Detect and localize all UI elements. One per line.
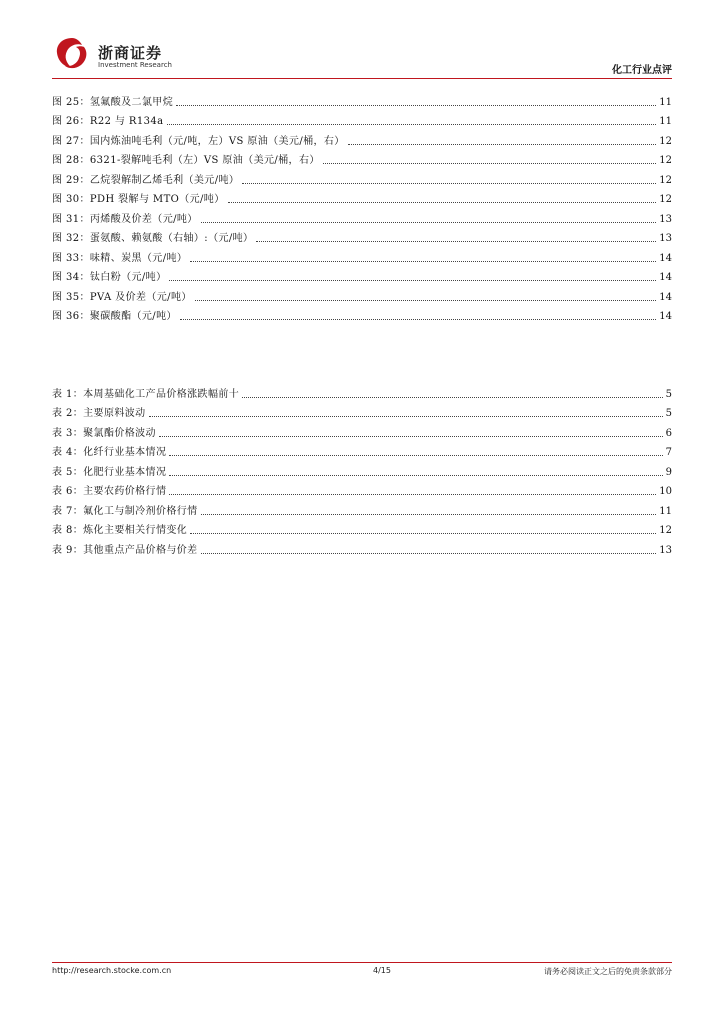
figure-entry[interactable] [52,226,672,246]
entry-page: 12 [659,135,672,147]
entry-page: 5 [665,388,672,400]
figure-entry[interactable] [52,128,672,148]
dot-leader [201,514,657,515]
entry-label: 图 32：蛋氨酸、赖氨酸（右轴）:（元/吨） [52,233,254,244]
entry-label: 表 2：主要原料波动 [52,408,146,419]
table-entry[interactable] [52,381,672,401]
entry-label: 图 31：丙烯酸及价差（元/吨） [52,213,198,225]
dot-leader [348,144,657,145]
entry-label: 图 27：国内炼油吨毛利（元/吨，左）VS 原油（美元/桶，右） [52,135,345,147]
entry-label: 图 28：6321-裂解吨毛利（左）VS 原油（美元/桶，右） [52,155,320,166]
entry-page: 13 [659,213,672,225]
figure-entry[interactable] [52,206,672,226]
entry-page: 11 [659,505,672,517]
dot-leader [159,436,663,437]
table-entry[interactable] [52,498,672,518]
entry-page: 12 [659,155,672,166]
page-number: 4/15 [373,966,391,975]
table-entry[interactable] [52,401,672,421]
figure-entry[interactable] [52,245,672,265]
figure-list [52,89,672,323]
dot-leader [190,533,656,534]
figure-entry[interactable] [52,187,672,207]
footer-divider [52,962,672,963]
entry-page: 13 [659,544,672,556]
entry-label: 表 4：化纤行业基本情况 [52,447,167,458]
entry-page: 5 [665,408,672,419]
entry-page: 14 [659,291,672,303]
table-entry[interactable] [52,537,672,557]
entry-label: 表 6：主要农药价格行情 [52,486,167,497]
figure-entry[interactable] [52,167,672,187]
dot-leader [228,202,657,203]
company-logo [52,36,202,76]
table-entry[interactable] [52,479,672,499]
entry-page: 12 [659,194,672,205]
logo-english-name: Investment Research [98,61,172,69]
entry-page: 14 [659,272,672,283]
dot-leader [190,261,656,262]
figure-entry[interactable] [52,89,672,109]
entry-label: 图 25：氢氟酸及二氯甲烷 [52,96,174,108]
entry-label: 表 9：其他重点产品价格与价差 [52,544,198,556]
entry-label: 表 3：聚氯酯价格波动 [52,427,156,439]
figure-entry[interactable] [52,304,672,324]
figure-entry[interactable] [52,265,672,285]
entry-label: 表 8：炼化主要相关行情变化 [52,525,188,536]
page-footer [52,966,672,980]
dot-leader [169,455,662,456]
entry-page: 11 [659,96,672,108]
disclaimer-text: 请务必阅读正文之后的免责条款部分 [544,967,672,976]
figure-entry[interactable] [52,148,672,168]
dot-leader [242,397,662,398]
dot-leader [176,105,656,106]
entry-page: 9 [665,466,672,478]
entry-page: 6 [665,427,672,439]
logo-mark-icon [54,36,90,70]
entry-label: 图 35：PVA 及价差（元/吨） [52,291,192,303]
dot-leader [201,553,657,554]
entry-label: 图 26：R22 与 R134a [52,116,164,127]
dot-leader [169,475,662,476]
dot-leader [180,319,656,320]
entry-label: 图 36：聚碳酸酯（元/吨） [52,311,177,322]
dot-leader [169,280,656,281]
table-list [52,381,672,557]
report-type-title: 化工行业点评 [612,65,672,76]
footer-url-link[interactable]: http://research.stocke.com.cn [52,966,172,975]
table-entry[interactable] [52,518,672,538]
table-entry[interactable] [52,459,672,479]
dot-leader [242,183,656,184]
dot-leader [167,124,657,125]
entry-label: 图 30：PDH 裂解与 MTO（元/吨） [52,194,225,205]
dot-leader [195,300,657,301]
figure-entry[interactable] [52,109,672,129]
dot-leader [323,163,657,164]
dot-leader [256,241,656,242]
entry-label: 图 33：味精、炭黑（元/吨） [52,252,188,264]
entry-page: 12 [659,525,672,536]
header-divider [52,78,672,79]
entry-page: 7 [665,447,672,458]
figure-entry[interactable] [52,284,672,304]
entry-label: 表 7：氟化工与制冷剂价格行情 [52,505,198,517]
entry-page: 14 [659,252,672,264]
entry-page: 11 [659,116,672,127]
entry-label: 表 1：本周基础化工产品价格涨跌幅前十 [52,388,240,400]
entry-page: 14 [659,311,672,322]
logo-chinese-name: 浙商证券 [98,44,163,62]
table-entry[interactable] [52,420,672,440]
dot-leader [149,416,663,417]
dot-leader [201,222,657,223]
entry-page: 10 [659,486,672,497]
entry-label: 图 29：乙烷裂解制乙烯毛利（美元/吨） [52,174,240,186]
entry-label: 表 5：化肥行业基本情况 [52,466,167,478]
dot-leader [169,494,656,495]
entry-page: 12 [659,174,672,186]
entry-page: 13 [659,233,672,244]
page-header [52,26,672,78]
entry-label: 图 34：钛白粉（元/吨） [52,272,167,283]
table-entry[interactable] [52,440,672,460]
